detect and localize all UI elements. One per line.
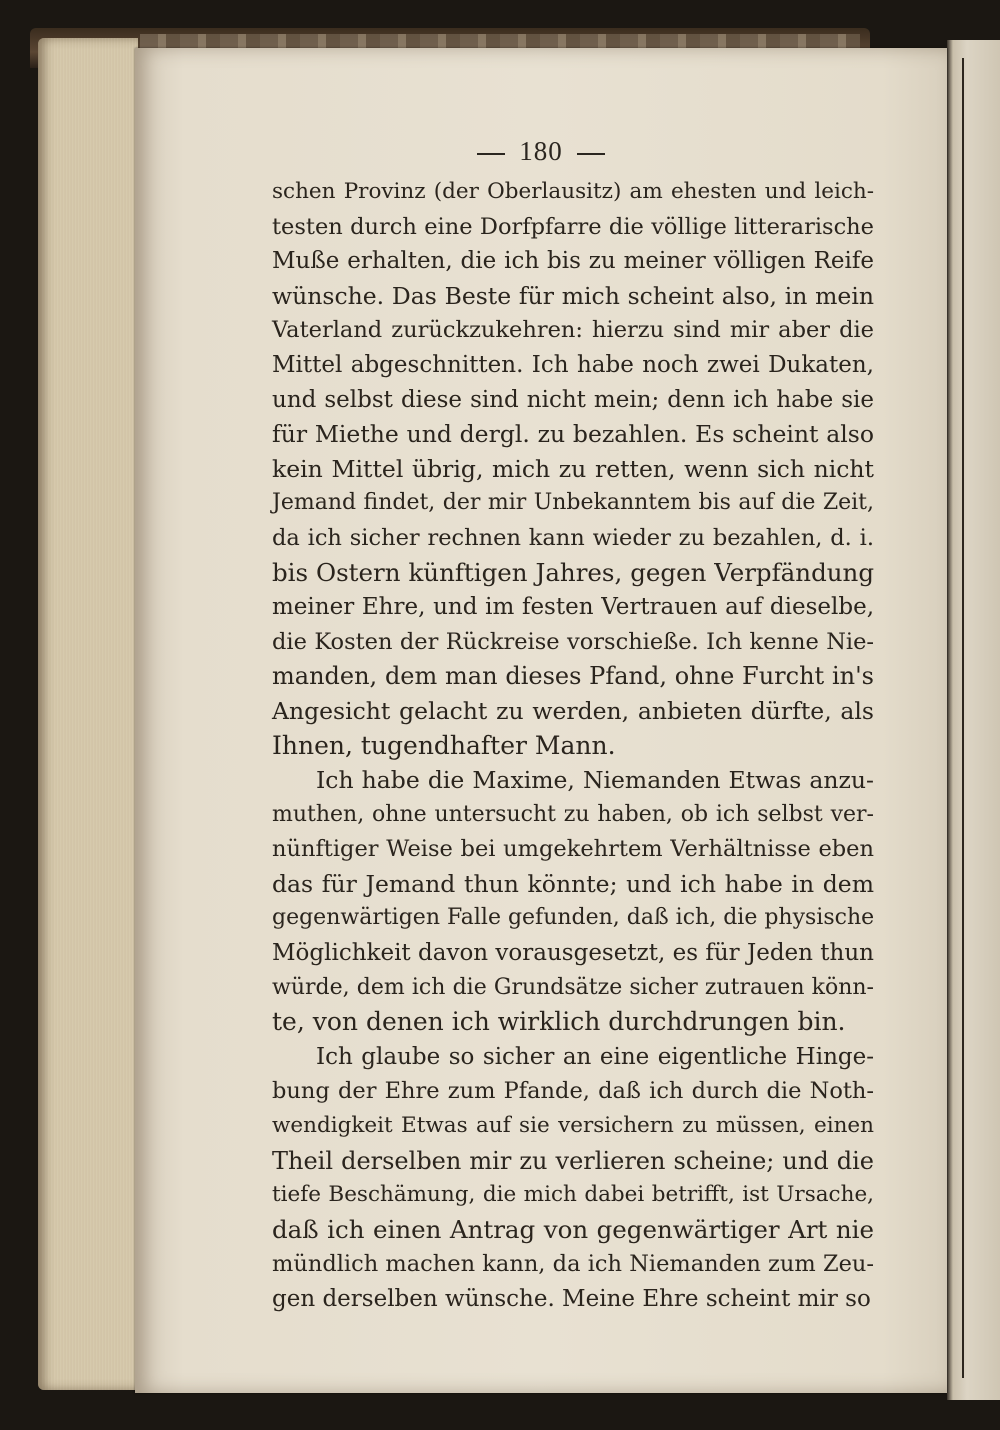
text-line: das für Jemand thun könnte; und ich habe in dem (272, 869, 874, 898)
text-line: Angesicht gelacht zu werden, anbieten dürfte, als (272, 696, 874, 725)
text-line: bung der Ehre zum Pfande, daß ich durch die Noth- (272, 1078, 874, 1105)
text-line: wünsche. Das Beste für mich scheint also, in mein (272, 281, 874, 310)
text-line: Theil derselben mir zu verlieren scheine; und die (272, 1146, 874, 1175)
text-line: nünftiger Weise bei umgekehrtem Verhältnisse eben (272, 836, 874, 863)
text-line: und selbst diese sind nicht mein; denn ich habe sie (272, 386, 874, 413)
spine-label-strip (140, 34, 860, 48)
text-line: daß ich einen Antrag von gegenwärtiger Art nie (272, 1214, 874, 1244)
text-line: Mittel abgeschnitten. Ich habe noch zwei Dukaten, (272, 351, 874, 378)
header-dash-left (477, 153, 505, 155)
text-line: da ich sicher rechnen kann wieder zu bezahlen, d. i. (272, 524, 874, 551)
text-line: te, von denen ich wirklich durchdrungen bin. (272, 1007, 846, 1037)
text-line: würde, dem ich die Grundsätze sicher zutrauen könn- (272, 974, 874, 1000)
text-line: Ich glaube so sicher an eine eigentliche Hinge- (316, 1043, 874, 1070)
text-line: muthen, ohne untersucht zu haben, ob ich selbst ver- (272, 801, 874, 827)
text-line: kein Mittel übrig, mich zu retten, wenn sich nicht (272, 454, 874, 483)
text-line: Muße erhalten, die ich bis zu meiner völligen Reife (272, 248, 874, 275)
text-line: gegenwärtigen Falle gefunden, daß ich, die physische (272, 905, 875, 931)
page-number: 180 (519, 136, 563, 166)
text-line: Möglichkeit davon vorausgesetzt, es für Jeden thun (272, 940, 874, 967)
text-line: bis Ostern künftigen Jahres, gegen Verpfändung (272, 557, 874, 587)
page-header (135, 136, 947, 167)
page-body-text (272, 175, 874, 1317)
paragraph (272, 175, 874, 763)
header-dash-right (577, 153, 605, 155)
text-line: manden, dem man dieses Pfand, ohne Furcht in's (272, 662, 874, 691)
text-line: gen derselben wünsche. Meine Ehre scheint mir so (272, 1286, 871, 1312)
text-line: Ihnen, tugendhafter Mann. (272, 730, 616, 760)
text-line: die Kosten der Rückreise vorschieße. Ich kenne Nie- (272, 628, 874, 655)
text-line: für Miethe und dergl. zu bezahlen. Es scheint also (272, 420, 874, 449)
text-line: Ich habe die Maxime, Niemanden Etwas anzu- (316, 766, 874, 795)
text-line: meiner Ehre, und im festen Vertrauen auf dieselbe, (272, 594, 874, 621)
text-line: Jemand findet, der mir Unbekanntem bis auf die Zeit, (272, 490, 874, 516)
text-line: schen Provinz (der Oberlausitz) am ehesten und leich- (272, 179, 874, 204)
book-page (135, 48, 947, 1393)
text-line: Vaterland zurückzukehren: hierzu sind mir aber die (272, 317, 874, 344)
text-line: testen durch eine Dorfpfarre die völlige litterarische (272, 213, 874, 240)
paragraph (272, 1040, 874, 1317)
paragraph (272, 763, 874, 1040)
facing-page-edge (947, 40, 1000, 1400)
gutter-shadow-line (962, 58, 964, 1378)
page-stack-edge (38, 38, 138, 1390)
text-line: wendigkeit Etwas auf sie versichern zu müssen, einen (272, 1113, 874, 1139)
text-line: mündlich machen kann, da ich Niemanden zum Zeu- (272, 1251, 874, 1278)
text-line: tiefe Beschämung, die mich dabei betrifft, ist Ursache, (272, 1182, 874, 1208)
